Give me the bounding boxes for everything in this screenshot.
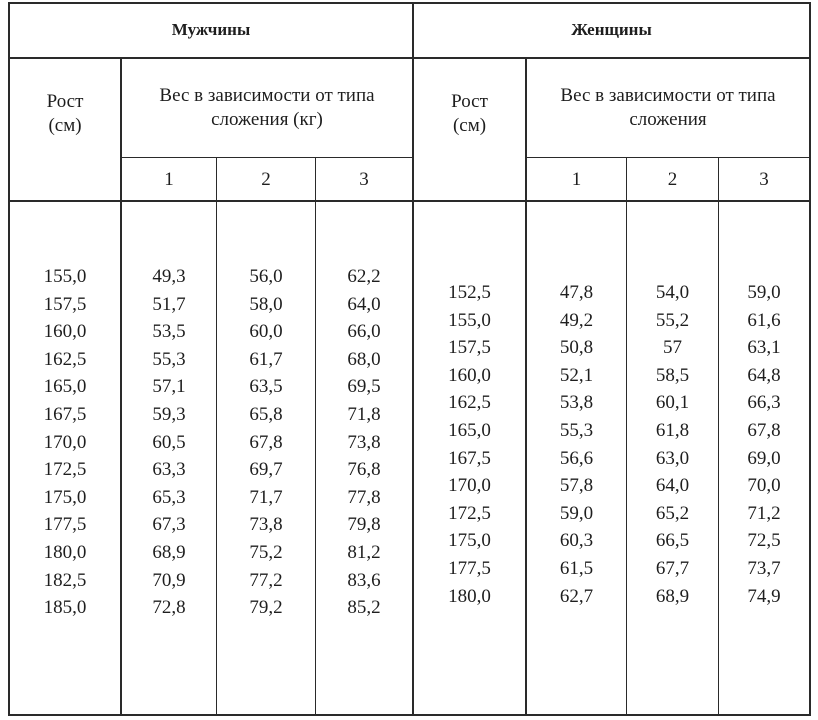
table-cell: 58,0	[249, 293, 283, 315]
table-cell: 61,8	[655, 419, 690, 441]
table-cell: 167,5	[43, 403, 87, 425]
table-cell: 56,6	[559, 447, 594, 469]
table-cell: 71,2	[747, 502, 781, 524]
table-cell: 63,5	[249, 376, 283, 398]
table-cell: 77,2	[249, 569, 283, 591]
men-weight-header-line2: сложения (кг)	[211, 109, 323, 130]
table-cell: 66,3	[747, 392, 781, 414]
men-type1-column	[122, 263, 216, 622]
table-cell: 60,5	[152, 431, 186, 453]
table-cell: 49,2	[559, 309, 594, 331]
women-type3-column	[719, 279, 809, 610]
table-cell: 72,5	[747, 530, 781, 552]
table-cell: 58,5	[655, 364, 690, 386]
men-type-1-label: 1	[164, 169, 174, 190]
table-cell: 51,7	[152, 293, 186, 315]
table-cell: 61,7	[249, 348, 283, 370]
table-cell: 160,0	[43, 321, 87, 343]
table-cell: 180,0	[448, 585, 491, 607]
table-cell: 66,0	[347, 321, 381, 343]
table-rule-men-subheader	[120, 157, 413, 158]
table-cell: 60,1	[655, 392, 690, 414]
men-height-header-line1: Рост	[46, 91, 84, 112]
table-rule-women-subheader	[525, 157, 811, 158]
table-cell: 69,7	[249, 459, 283, 481]
table-cell: 185,0	[43, 597, 87, 619]
table-cell: 68,0	[347, 348, 381, 370]
table-cell: 71,7	[249, 486, 283, 508]
men-height-column	[10, 263, 120, 622]
table-cell: 172,5	[448, 502, 491, 524]
table-cell: 83,6	[347, 569, 381, 591]
table-cell: 53,5	[152, 321, 186, 343]
table-cell: 60,0	[249, 321, 283, 343]
table-cell: 49,3	[152, 266, 186, 287]
table-cell: 160,0	[448, 364, 491, 386]
table-cell: 75,2	[249, 541, 283, 563]
table-cell: 68,9	[152, 541, 186, 563]
men-type3-column	[316, 263, 412, 622]
table-cell: 74,9	[747, 585, 781, 607]
table-cell: 63,3	[152, 459, 186, 481]
men-weight-header	[122, 84, 412, 132]
women-height-header-line2: (см)	[452, 115, 487, 136]
table-cell: 69,5	[347, 376, 381, 398]
table-cell: 68,9	[655, 585, 690, 607]
table-cell: 170,0	[43, 431, 87, 453]
table-cell: 53,8	[559, 392, 594, 414]
table-cell: 63,0	[655, 447, 690, 469]
men-height-header-line2: (см)	[48, 115, 82, 136]
table-rule-top	[8, 2, 811, 4]
table-cell: 180,0	[43, 541, 87, 563]
table-cell: 162,5	[448, 392, 491, 414]
men-type2-column	[217, 263, 315, 622]
table-cell: 72,8	[152, 597, 186, 619]
men-title: Мужчины	[171, 20, 251, 39]
table-cell: 79,2	[249, 597, 283, 619]
table-cell: 50,8	[559, 337, 594, 359]
table-rule-bottom	[8, 714, 811, 716]
table-cell: 175,0	[43, 486, 87, 508]
table-cell: 63,1	[747, 337, 781, 359]
table-cell: 55,2	[655, 309, 690, 331]
table-cell: 73,8	[347, 431, 381, 453]
table-cell: 71,8	[347, 403, 381, 425]
men-weight-header-line1: Вес в зависимости от типа	[159, 85, 375, 106]
table-cell: 175,0	[448, 530, 491, 552]
table-cell: 67,8	[249, 431, 283, 453]
table-cell: 67,8	[747, 419, 781, 441]
table-cell: 177,5	[448, 557, 491, 579]
table-rule-header-bottom	[8, 200, 811, 202]
table-cell: 155,0	[448, 309, 491, 331]
table-cell: 66,5	[655, 530, 690, 552]
table-cell: 61,5	[559, 557, 594, 579]
table-cell: 57,8	[559, 475, 594, 497]
table-cell: 182,5	[43, 569, 87, 591]
table-cell: 157,5	[43, 293, 87, 315]
table-cell: 57	[663, 337, 682, 359]
table-cell: 172,5	[43, 459, 87, 481]
table-cell: 81,2	[347, 541, 381, 563]
table-cell: 64,0	[655, 475, 690, 497]
women-weight-header	[527, 84, 809, 132]
table-cell: 64,0	[347, 293, 381, 315]
table-cell: 177,5	[43, 514, 87, 536]
table-cell: 62,2	[347, 266, 381, 287]
table-cell: 73,8	[249, 514, 283, 536]
table-cell: 77,8	[347, 486, 381, 508]
women-type2-column	[627, 279, 718, 610]
table-rule-title	[8, 57, 811, 59]
table-cell: 59,3	[152, 403, 186, 425]
table-cell: 73,7	[747, 557, 781, 579]
men-type-2-label: 2	[261, 169, 271, 190]
table-cell: 162,5	[43, 348, 87, 370]
table-cell: 165,0	[448, 419, 491, 441]
table-cell: 64,8	[747, 364, 781, 386]
table-cell: 70,0	[747, 475, 781, 497]
women-type1-column	[527, 279, 626, 610]
table-cell: 69,0	[747, 447, 781, 469]
table-cell: 55,3	[559, 419, 594, 441]
table-cell: 152,5	[448, 282, 491, 303]
table-cell: 55,3	[152, 348, 186, 370]
table-cell: 67,3	[152, 514, 186, 536]
men-height-header	[10, 90, 120, 138]
table-cell: 47,8	[559, 282, 594, 303]
table-cell: 61,6	[747, 309, 781, 331]
table-cell: 54,0	[655, 282, 690, 303]
table-cell: 59,0	[559, 502, 594, 524]
table-cell: 59,0	[747, 282, 781, 303]
table-cell: 65,2	[655, 502, 690, 524]
table-cell: 157,5	[448, 337, 491, 359]
table-cell: 165,0	[43, 376, 87, 398]
women-height-header-line1: Рост	[451, 91, 488, 112]
table-cell: 170,0	[448, 475, 491, 497]
table-cell: 52,1	[559, 364, 594, 386]
women-type-2-label: 2	[667, 169, 678, 190]
table-cell: 62,7	[559, 585, 594, 607]
table-cell: 65,8	[249, 403, 283, 425]
women-title: Женщины	[571, 20, 652, 39]
table-cell: 70,9	[152, 569, 186, 591]
table-cell: 76,8	[347, 459, 381, 481]
men-type-3-label: 3	[359, 169, 369, 190]
women-weight-header-line2: сложения	[629, 109, 707, 130]
women-weight-header-line1: Вес в зависимости от типа	[560, 85, 776, 106]
table-cell: 155,0	[43, 266, 87, 287]
table-cell: 57,1	[152, 376, 186, 398]
table-cell: 67,7	[655, 557, 690, 579]
table-cell: 167,5	[448, 447, 491, 469]
women-height-column	[414, 279, 525, 610]
table-cell: 85,2	[347, 597, 381, 619]
women-height-header	[414, 90, 525, 138]
table-border-right	[809, 2, 811, 716]
women-type-3-label: 3	[759, 169, 769, 190]
table-cell: 79,8	[347, 514, 381, 536]
table-cell: 56,0	[249, 266, 283, 287]
table-cell: 60,3	[559, 530, 594, 552]
women-type-1-label: 1	[571, 169, 582, 190]
table-cell: 65,3	[152, 486, 186, 508]
